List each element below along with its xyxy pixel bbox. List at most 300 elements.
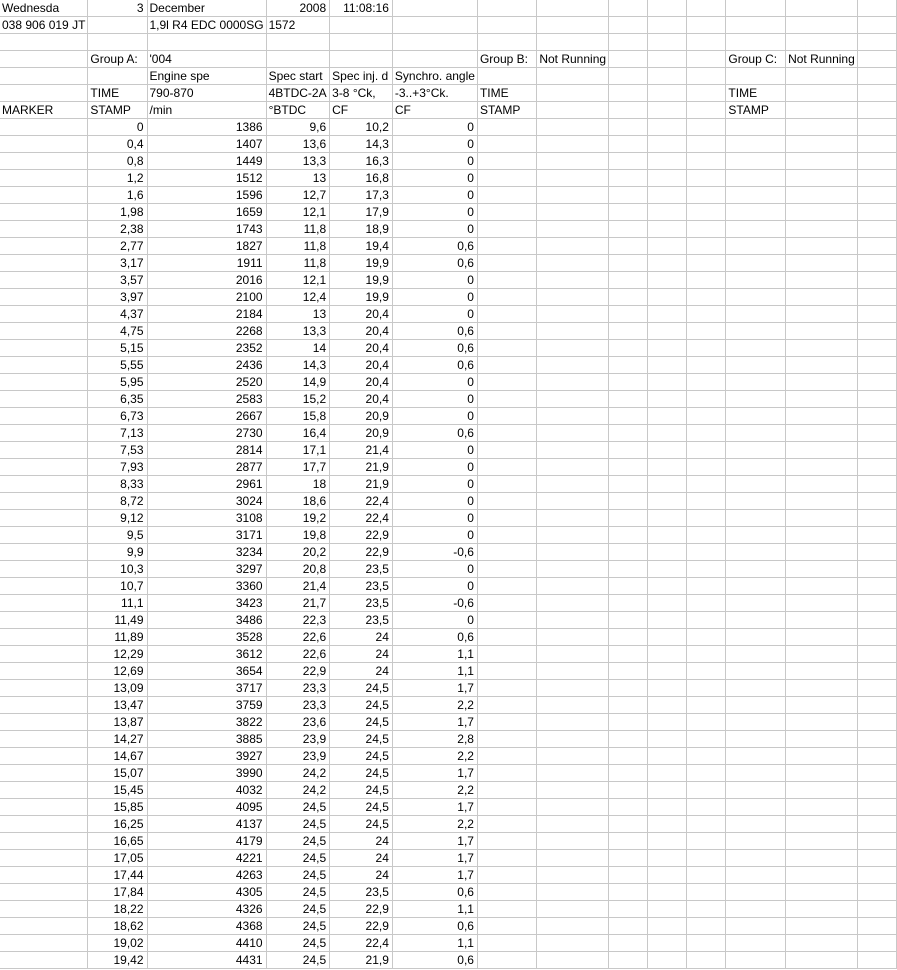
cell-engine-speed[interactable]: 2016 bbox=[147, 272, 266, 289]
empty-cell[interactable] bbox=[648, 493, 687, 510]
cell-time-stamp[interactable]: 8,72 bbox=[88, 493, 147, 510]
empty-cell[interactable] bbox=[857, 748, 896, 765]
empty-cell[interactable] bbox=[537, 578, 609, 595]
empty-cell[interactable] bbox=[687, 425, 726, 442]
cell-spec-inj[interactable]: 21,4 bbox=[330, 442, 393, 459]
empty-cell[interactable] bbox=[537, 459, 609, 476]
cell-spec-inj[interactable]: 24,5 bbox=[330, 765, 393, 782]
empty-cell[interactable] bbox=[648, 221, 687, 238]
empty-cell[interactable] bbox=[537, 289, 609, 306]
cell-time-stamp[interactable]: 12,29 bbox=[88, 646, 147, 663]
empty-cell[interactable] bbox=[687, 680, 726, 697]
empty-cell[interactable] bbox=[687, 136, 726, 153]
cell-marker[interactable] bbox=[0, 816, 88, 833]
cell-spec-start[interactable]: 11,8 bbox=[266, 238, 330, 255]
cell-time-stamp[interactable]: 11,89 bbox=[88, 629, 147, 646]
cell-marker[interactable] bbox=[0, 935, 88, 952]
empty-cell[interactable] bbox=[687, 51, 726, 68]
empty-cell[interactable] bbox=[609, 612, 648, 629]
empty-cell[interactable] bbox=[537, 680, 609, 697]
cell-engine-speed[interactable]: 1596 bbox=[147, 187, 266, 204]
cell-spec-inj[interactable]: 24,5 bbox=[330, 697, 393, 714]
cell-engine-speed[interactable]: 2667 bbox=[147, 408, 266, 425]
cell-synchro-angle[interactable]: 2,2 bbox=[392, 816, 477, 833]
empty-cell[interactable] bbox=[726, 680, 786, 697]
empty-cell[interactable] bbox=[857, 17, 896, 34]
empty-cell[interactable] bbox=[477, 153, 536, 170]
empty-cell[interactable] bbox=[609, 765, 648, 782]
empty-cell[interactable] bbox=[537, 238, 609, 255]
empty-cell[interactable] bbox=[537, 425, 609, 442]
empty-cell[interactable] bbox=[648, 544, 687, 561]
cell-spec-inj[interactable]: 24,5 bbox=[330, 799, 393, 816]
empty-cell[interactable] bbox=[786, 374, 858, 391]
empty-cell[interactable] bbox=[786, 867, 858, 884]
empty-cell[interactable] bbox=[537, 527, 609, 544]
empty-cell[interactable] bbox=[687, 170, 726, 187]
cell-engine-speed[interactable]: 3717 bbox=[147, 680, 266, 697]
empty-cell[interactable] bbox=[609, 833, 648, 850]
empty-cell[interactable] bbox=[330, 51, 393, 68]
empty-cell[interactable] bbox=[786, 0, 858, 17]
empty-cell[interactable] bbox=[857, 34, 896, 51]
empty-cell[interactable] bbox=[648, 442, 687, 459]
cell-synchro-angle[interactable]: 1,7 bbox=[392, 765, 477, 782]
empty-cell[interactable] bbox=[687, 697, 726, 714]
empty-cell[interactable] bbox=[609, 119, 648, 136]
empty-cell[interactable] bbox=[857, 442, 896, 459]
cell-marker[interactable] bbox=[0, 850, 88, 867]
empty-cell[interactable] bbox=[88, 17, 147, 34]
cell-engine-speed[interactable]: 3528 bbox=[147, 629, 266, 646]
cell-time-stamp[interactable]: 9,12 bbox=[88, 510, 147, 527]
cell-spec-start[interactable]: 13 bbox=[266, 170, 330, 187]
empty-cell[interactable] bbox=[477, 663, 536, 680]
empty-cell[interactable] bbox=[477, 425, 536, 442]
cell-marker[interactable] bbox=[0, 238, 88, 255]
cell-marker[interactable] bbox=[0, 544, 88, 561]
cell-synchro-angle[interactable]: 0,6 bbox=[392, 918, 477, 935]
cell-group-b-label[interactable]: Group B: bbox=[477, 51, 536, 68]
cell-spec-start[interactable]: 9,6 bbox=[266, 119, 330, 136]
empty-cell[interactable] bbox=[687, 17, 726, 34]
cell-time-stamp[interactable]: 15,07 bbox=[88, 765, 147, 782]
empty-cell[interactable] bbox=[477, 272, 536, 289]
empty-cell[interactable] bbox=[88, 68, 147, 85]
cell-engine-speed[interactable]: 3108 bbox=[147, 510, 266, 527]
cell-time-stamp[interactable]: 5,95 bbox=[88, 374, 147, 391]
cell-marker[interactable] bbox=[0, 527, 88, 544]
empty-cell[interactable] bbox=[537, 17, 609, 34]
cell-synchro-angle[interactable]: 1,7 bbox=[392, 714, 477, 731]
empty-cell[interactable] bbox=[477, 187, 536, 204]
empty-cell[interactable] bbox=[609, 629, 648, 646]
empty-cell[interactable] bbox=[857, 799, 896, 816]
cell-engine-speed[interactable]: 4179 bbox=[147, 833, 266, 850]
cell-spec-start[interactable]: 23,3 bbox=[266, 697, 330, 714]
empty-cell[interactable] bbox=[609, 136, 648, 153]
cell-time-stamp[interactable]: 1,6 bbox=[88, 187, 147, 204]
empty-cell[interactable] bbox=[726, 952, 786, 969]
cell-time-stamp[interactable]: 0,8 bbox=[88, 153, 147, 170]
empty-cell[interactable] bbox=[147, 34, 266, 51]
cell-synchro-angle[interactable]: 0 bbox=[392, 476, 477, 493]
empty-cell[interactable] bbox=[687, 306, 726, 323]
empty-cell[interactable] bbox=[648, 748, 687, 765]
cell-spec-start[interactable]: 23,9 bbox=[266, 731, 330, 748]
empty-cell[interactable] bbox=[609, 561, 648, 578]
empty-cell[interactable] bbox=[687, 765, 726, 782]
empty-cell[interactable] bbox=[537, 153, 609, 170]
empty-cell[interactable] bbox=[726, 697, 786, 714]
cell-marker[interactable] bbox=[0, 697, 88, 714]
cell-engine-speed[interactable]: 2184 bbox=[147, 306, 266, 323]
empty-cell[interactable] bbox=[687, 612, 726, 629]
cell-spec-start[interactable]: 24,5 bbox=[266, 833, 330, 850]
cell-marker[interactable] bbox=[0, 833, 88, 850]
empty-cell[interactable] bbox=[726, 510, 786, 527]
empty-cell[interactable] bbox=[687, 85, 726, 102]
empty-cell[interactable] bbox=[786, 493, 858, 510]
cell-spec-start[interactable]: 13 bbox=[266, 306, 330, 323]
empty-cell[interactable] bbox=[537, 612, 609, 629]
cell-synchro-angle[interactable]: 0 bbox=[392, 272, 477, 289]
empty-cell[interactable] bbox=[537, 663, 609, 680]
cell-time-stamp[interactable]: 11,49 bbox=[88, 612, 147, 629]
empty-cell[interactable] bbox=[537, 884, 609, 901]
empty-cell[interactable] bbox=[648, 170, 687, 187]
empty-cell[interactable] bbox=[786, 748, 858, 765]
cell-spec-start[interactable]: 13,3 bbox=[266, 153, 330, 170]
cell-time-stamp[interactable]: 3,97 bbox=[88, 289, 147, 306]
cell-time-stamp[interactable]: 11,1 bbox=[88, 595, 147, 612]
cell-spec-start[interactable]: 22,9 bbox=[266, 663, 330, 680]
empty-cell[interactable] bbox=[477, 782, 536, 799]
empty-cell[interactable] bbox=[609, 850, 648, 867]
empty-cell[interactable] bbox=[786, 680, 858, 697]
cell-spec-start[interactable]: 12,4 bbox=[266, 289, 330, 306]
empty-cell[interactable] bbox=[609, 782, 648, 799]
empty-cell[interactable] bbox=[786, 357, 858, 374]
cell-synchro-angle[interactable]: 0 bbox=[392, 187, 477, 204]
cell-unit-spec-inj[interactable]: CF bbox=[330, 102, 393, 119]
empty-cell[interactable] bbox=[537, 34, 609, 51]
cell-synchro-angle[interactable]: -0,6 bbox=[392, 544, 477, 561]
cell-synchro-angle[interactable]: 0,6 bbox=[392, 238, 477, 255]
empty-cell[interactable] bbox=[726, 833, 786, 850]
cell-spec-start[interactable]: 21,7 bbox=[266, 595, 330, 612]
empty-cell[interactable] bbox=[687, 374, 726, 391]
cell-spec-inj[interactable]: 16,8 bbox=[330, 170, 393, 187]
empty-cell[interactable] bbox=[266, 51, 330, 68]
empty-cell[interactable] bbox=[537, 952, 609, 969]
cell-spec-inj[interactable]: 24,5 bbox=[330, 748, 393, 765]
cell-spec-start[interactable]: 18 bbox=[266, 476, 330, 493]
empty-cell[interactable] bbox=[477, 289, 536, 306]
cell-time-stamp[interactable]: 18,62 bbox=[88, 918, 147, 935]
empty-cell[interactable] bbox=[477, 629, 536, 646]
empty-cell[interactable] bbox=[687, 561, 726, 578]
empty-cell[interactable] bbox=[857, 731, 896, 748]
empty-cell[interactable] bbox=[726, 527, 786, 544]
cell-spec-inj[interactable]: 24 bbox=[330, 833, 393, 850]
empty-cell[interactable] bbox=[537, 0, 609, 17]
empty-cell[interactable] bbox=[687, 459, 726, 476]
empty-cell[interactable] bbox=[537, 374, 609, 391]
empty-cell[interactable] bbox=[726, 357, 786, 374]
empty-cell[interactable] bbox=[330, 34, 393, 51]
empty-cell[interactable] bbox=[648, 357, 687, 374]
cell-engine-speed[interactable]: 2961 bbox=[147, 476, 266, 493]
cell-spec-inj[interactable]: 21,9 bbox=[330, 952, 393, 969]
cell-engine-speed[interactable]: 3927 bbox=[147, 748, 266, 765]
empty-cell[interactable] bbox=[477, 68, 536, 85]
cell-synchro-angle[interactable]: 0 bbox=[392, 459, 477, 476]
cell-group-a-label[interactable]: Group A: bbox=[88, 51, 147, 68]
cell-synchro-angle[interactable]: 0 bbox=[392, 561, 477, 578]
cell-synchro-angle[interactable]: 1,1 bbox=[392, 663, 477, 680]
cell-spec-inj[interactable]: 24 bbox=[330, 850, 393, 867]
cell-spec-inj[interactable]: 3-8 °Ck, bbox=[330, 85, 393, 102]
cell-group-c-time-label[interactable]: TIME bbox=[726, 85, 786, 102]
cell-time-stamp[interactable]: 4,75 bbox=[88, 323, 147, 340]
empty-cell[interactable] bbox=[786, 731, 858, 748]
empty-cell[interactable] bbox=[857, 935, 896, 952]
empty-cell[interactable] bbox=[648, 272, 687, 289]
empty-cell[interactable] bbox=[648, 238, 687, 255]
cell-time-stamp[interactable]: 2,38 bbox=[88, 221, 147, 238]
empty-cell[interactable] bbox=[609, 255, 648, 272]
empty-cell[interactable] bbox=[477, 646, 536, 663]
cell-month[interactable]: December bbox=[147, 0, 266, 17]
empty-cell[interactable] bbox=[609, 357, 648, 374]
cell-group-c-status[interactable]: Not Running bbox=[786, 51, 858, 68]
cell-spec-inj[interactable]: 20,4 bbox=[330, 323, 393, 340]
empty-cell[interactable] bbox=[537, 697, 609, 714]
empty-cell[interactable] bbox=[609, 221, 648, 238]
empty-cell[interactable] bbox=[786, 510, 858, 527]
empty-cell[interactable] bbox=[477, 578, 536, 595]
empty-cell[interactable] bbox=[537, 204, 609, 221]
empty-cell[interactable] bbox=[726, 612, 786, 629]
cell-engine-speed[interactable]: 4410 bbox=[147, 935, 266, 952]
empty-cell[interactable] bbox=[687, 646, 726, 663]
cell-synchro-angle[interactable]: 0,6 bbox=[392, 952, 477, 969]
cell-marker[interactable] bbox=[0, 782, 88, 799]
empty-cell[interactable] bbox=[857, 697, 896, 714]
cell-marker[interactable] bbox=[0, 272, 88, 289]
cell-marker[interactable] bbox=[0, 510, 88, 527]
empty-cell[interactable] bbox=[786, 561, 858, 578]
cell-synchro-angle[interactable]: 0 bbox=[392, 153, 477, 170]
empty-cell[interactable] bbox=[857, 357, 896, 374]
cell-time-stamp[interactable]: 1,98 bbox=[88, 204, 147, 221]
cell-synchro-angle[interactable]: 1,7 bbox=[392, 680, 477, 697]
cell-marker[interactable] bbox=[0, 595, 88, 612]
cell-col-name-synchro[interactable]: Synchro. angle bbox=[392, 68, 477, 85]
empty-cell[interactable] bbox=[477, 170, 536, 187]
empty-cell[interactable] bbox=[648, 680, 687, 697]
empty-cell[interactable] bbox=[857, 289, 896, 306]
empty-cell[interactable] bbox=[648, 731, 687, 748]
cell-synchro-angle[interactable]: 0 bbox=[392, 136, 477, 153]
empty-cell[interactable] bbox=[857, 952, 896, 969]
cell-spec-inj[interactable]: 20,4 bbox=[330, 391, 393, 408]
empty-cell[interactable] bbox=[786, 102, 858, 119]
empty-cell[interactable] bbox=[477, 442, 536, 459]
cell-synchro-angle[interactable]: 0 bbox=[392, 408, 477, 425]
empty-cell[interactable] bbox=[857, 408, 896, 425]
empty-cell[interactable] bbox=[687, 0, 726, 17]
cell-engine-speed[interactable]: 4305 bbox=[147, 884, 266, 901]
empty-cell[interactable] bbox=[687, 629, 726, 646]
cell-marker[interactable] bbox=[0, 289, 88, 306]
empty-cell[interactable] bbox=[786, 255, 858, 272]
empty-cell[interactable] bbox=[537, 493, 609, 510]
empty-cell[interactable] bbox=[648, 935, 687, 952]
cell-marker[interactable] bbox=[0, 731, 88, 748]
empty-cell[interactable] bbox=[477, 952, 536, 969]
empty-cell[interactable] bbox=[648, 306, 687, 323]
empty-cell[interactable] bbox=[726, 272, 786, 289]
cell-spec-inj[interactable]: 24,5 bbox=[330, 816, 393, 833]
cell-engine-speed[interactable]: 1827 bbox=[147, 238, 266, 255]
cell-spec-inj[interactable]: 23,5 bbox=[330, 578, 393, 595]
empty-cell[interactable] bbox=[786, 952, 858, 969]
cell-spec-inj[interactable]: 22,4 bbox=[330, 493, 393, 510]
empty-cell[interactable] bbox=[726, 714, 786, 731]
empty-cell[interactable] bbox=[786, 391, 858, 408]
empty-cell[interactable] bbox=[537, 68, 609, 85]
empty-cell[interactable] bbox=[648, 918, 687, 935]
empty-cell[interactable] bbox=[648, 663, 687, 680]
empty-cell[interactable] bbox=[477, 561, 536, 578]
cell-spec-inj[interactable]: 24,5 bbox=[330, 714, 393, 731]
cell-time-stamp[interactable]: 7,93 bbox=[88, 459, 147, 476]
empty-cell[interactable] bbox=[786, 408, 858, 425]
empty-cell[interactable] bbox=[687, 901, 726, 918]
cell-spec-start[interactable]: 18,6 bbox=[266, 493, 330, 510]
empty-cell[interactable] bbox=[477, 901, 536, 918]
empty-cell[interactable] bbox=[857, 170, 896, 187]
empty-cell[interactable] bbox=[857, 612, 896, 629]
empty-cell[interactable] bbox=[786, 289, 858, 306]
empty-cell[interactable] bbox=[648, 646, 687, 663]
empty-cell[interactable] bbox=[609, 527, 648, 544]
empty-cell[interactable] bbox=[687, 493, 726, 510]
empty-cell[interactable] bbox=[857, 918, 896, 935]
empty-cell[interactable] bbox=[726, 187, 786, 204]
empty-cell[interactable] bbox=[857, 510, 896, 527]
empty-cell[interactable] bbox=[537, 85, 609, 102]
cell-spec-engine-speed[interactable]: 790-870 bbox=[147, 85, 266, 102]
empty-cell[interactable] bbox=[609, 901, 648, 918]
cell-synchro-angle[interactable]: 2,2 bbox=[392, 782, 477, 799]
empty-cell[interactable] bbox=[477, 731, 536, 748]
empty-cell[interactable] bbox=[726, 221, 786, 238]
cell-spec-start[interactable]: 24,5 bbox=[266, 918, 330, 935]
empty-cell[interactable] bbox=[477, 493, 536, 510]
empty-cell[interactable] bbox=[786, 238, 858, 255]
cell-synchro-angle[interactable]: 0,6 bbox=[392, 425, 477, 442]
empty-cell[interactable] bbox=[609, 816, 648, 833]
empty-cell[interactable] bbox=[786, 765, 858, 782]
cell-spec-inj[interactable]: 22,4 bbox=[330, 935, 393, 952]
empty-cell[interactable] bbox=[537, 748, 609, 765]
cell-engine-speed[interactable]: 3612 bbox=[147, 646, 266, 663]
cell-spec-inj[interactable]: 20,9 bbox=[330, 408, 393, 425]
empty-cell[interactable] bbox=[537, 816, 609, 833]
cell-marker[interactable] bbox=[0, 204, 88, 221]
empty-cell[interactable] bbox=[786, 595, 858, 612]
cell-spec-inj[interactable]: 20,4 bbox=[330, 357, 393, 374]
empty-cell[interactable] bbox=[648, 425, 687, 442]
cell-synchro-angle[interactable]: 0 bbox=[392, 289, 477, 306]
cell-synchro-angle[interactable]: 0 bbox=[392, 204, 477, 221]
empty-cell[interactable] bbox=[477, 238, 536, 255]
empty-cell[interactable] bbox=[786, 68, 858, 85]
cell-spec-inj[interactable]: 23,5 bbox=[330, 612, 393, 629]
cell-spec-start[interactable]: 14,3 bbox=[266, 357, 330, 374]
cell-col-name-engine-speed[interactable]: Engine spe bbox=[147, 68, 266, 85]
cell-engine-speed[interactable]: 1512 bbox=[147, 170, 266, 187]
empty-cell[interactable] bbox=[786, 544, 858, 561]
cell-marker[interactable] bbox=[0, 425, 88, 442]
cell-marker[interactable] bbox=[0, 578, 88, 595]
empty-cell[interactable] bbox=[726, 374, 786, 391]
empty-cell[interactable] bbox=[857, 884, 896, 901]
empty-cell[interactable] bbox=[477, 323, 536, 340]
empty-cell[interactable] bbox=[609, 374, 648, 391]
empty-cell[interactable] bbox=[857, 272, 896, 289]
empty-cell[interactable] bbox=[648, 816, 687, 833]
cell-time-stamp[interactable]: 6,73 bbox=[88, 408, 147, 425]
empty-cell[interactable] bbox=[537, 629, 609, 646]
empty-cell[interactable] bbox=[537, 901, 609, 918]
cell-synchro-angle[interactable]: 1,1 bbox=[392, 901, 477, 918]
empty-cell[interactable] bbox=[537, 323, 609, 340]
empty-cell[interactable] bbox=[477, 221, 536, 238]
empty-cell[interactable] bbox=[786, 527, 858, 544]
cell-marker[interactable] bbox=[0, 408, 88, 425]
cell-engine-speed[interactable]: 1386 bbox=[147, 119, 266, 136]
empty-cell[interactable] bbox=[786, 459, 858, 476]
empty-cell[interactable] bbox=[648, 612, 687, 629]
empty-cell[interactable] bbox=[537, 714, 609, 731]
empty-cell[interactable] bbox=[687, 663, 726, 680]
empty-cell[interactable] bbox=[857, 323, 896, 340]
cell-group-c-label[interactable]: Group C: bbox=[726, 51, 786, 68]
empty-cell[interactable] bbox=[537, 765, 609, 782]
cell-synchro-angle[interactable]: 0 bbox=[392, 374, 477, 391]
empty-cell[interactable] bbox=[726, 17, 786, 34]
empty-cell[interactable] bbox=[857, 714, 896, 731]
cell-weekday[interactable]: Wednesda bbox=[0, 0, 88, 17]
empty-cell[interactable] bbox=[726, 646, 786, 663]
empty-cell[interactable] bbox=[857, 663, 896, 680]
empty-cell[interactable] bbox=[0, 68, 88, 85]
empty-cell[interactable] bbox=[857, 595, 896, 612]
empty-cell[interactable] bbox=[609, 459, 648, 476]
cell-spec-inj[interactable]: 19,9 bbox=[330, 289, 393, 306]
empty-cell[interactable] bbox=[477, 612, 536, 629]
empty-cell[interactable] bbox=[687, 68, 726, 85]
cell-group-a-code[interactable]: '004 bbox=[147, 51, 266, 68]
empty-cell[interactable] bbox=[648, 85, 687, 102]
cell-synchro-angle[interactable]: 1,7 bbox=[392, 850, 477, 867]
empty-cell[interactable] bbox=[857, 459, 896, 476]
cell-time-stamp[interactable]: 1,2 bbox=[88, 170, 147, 187]
